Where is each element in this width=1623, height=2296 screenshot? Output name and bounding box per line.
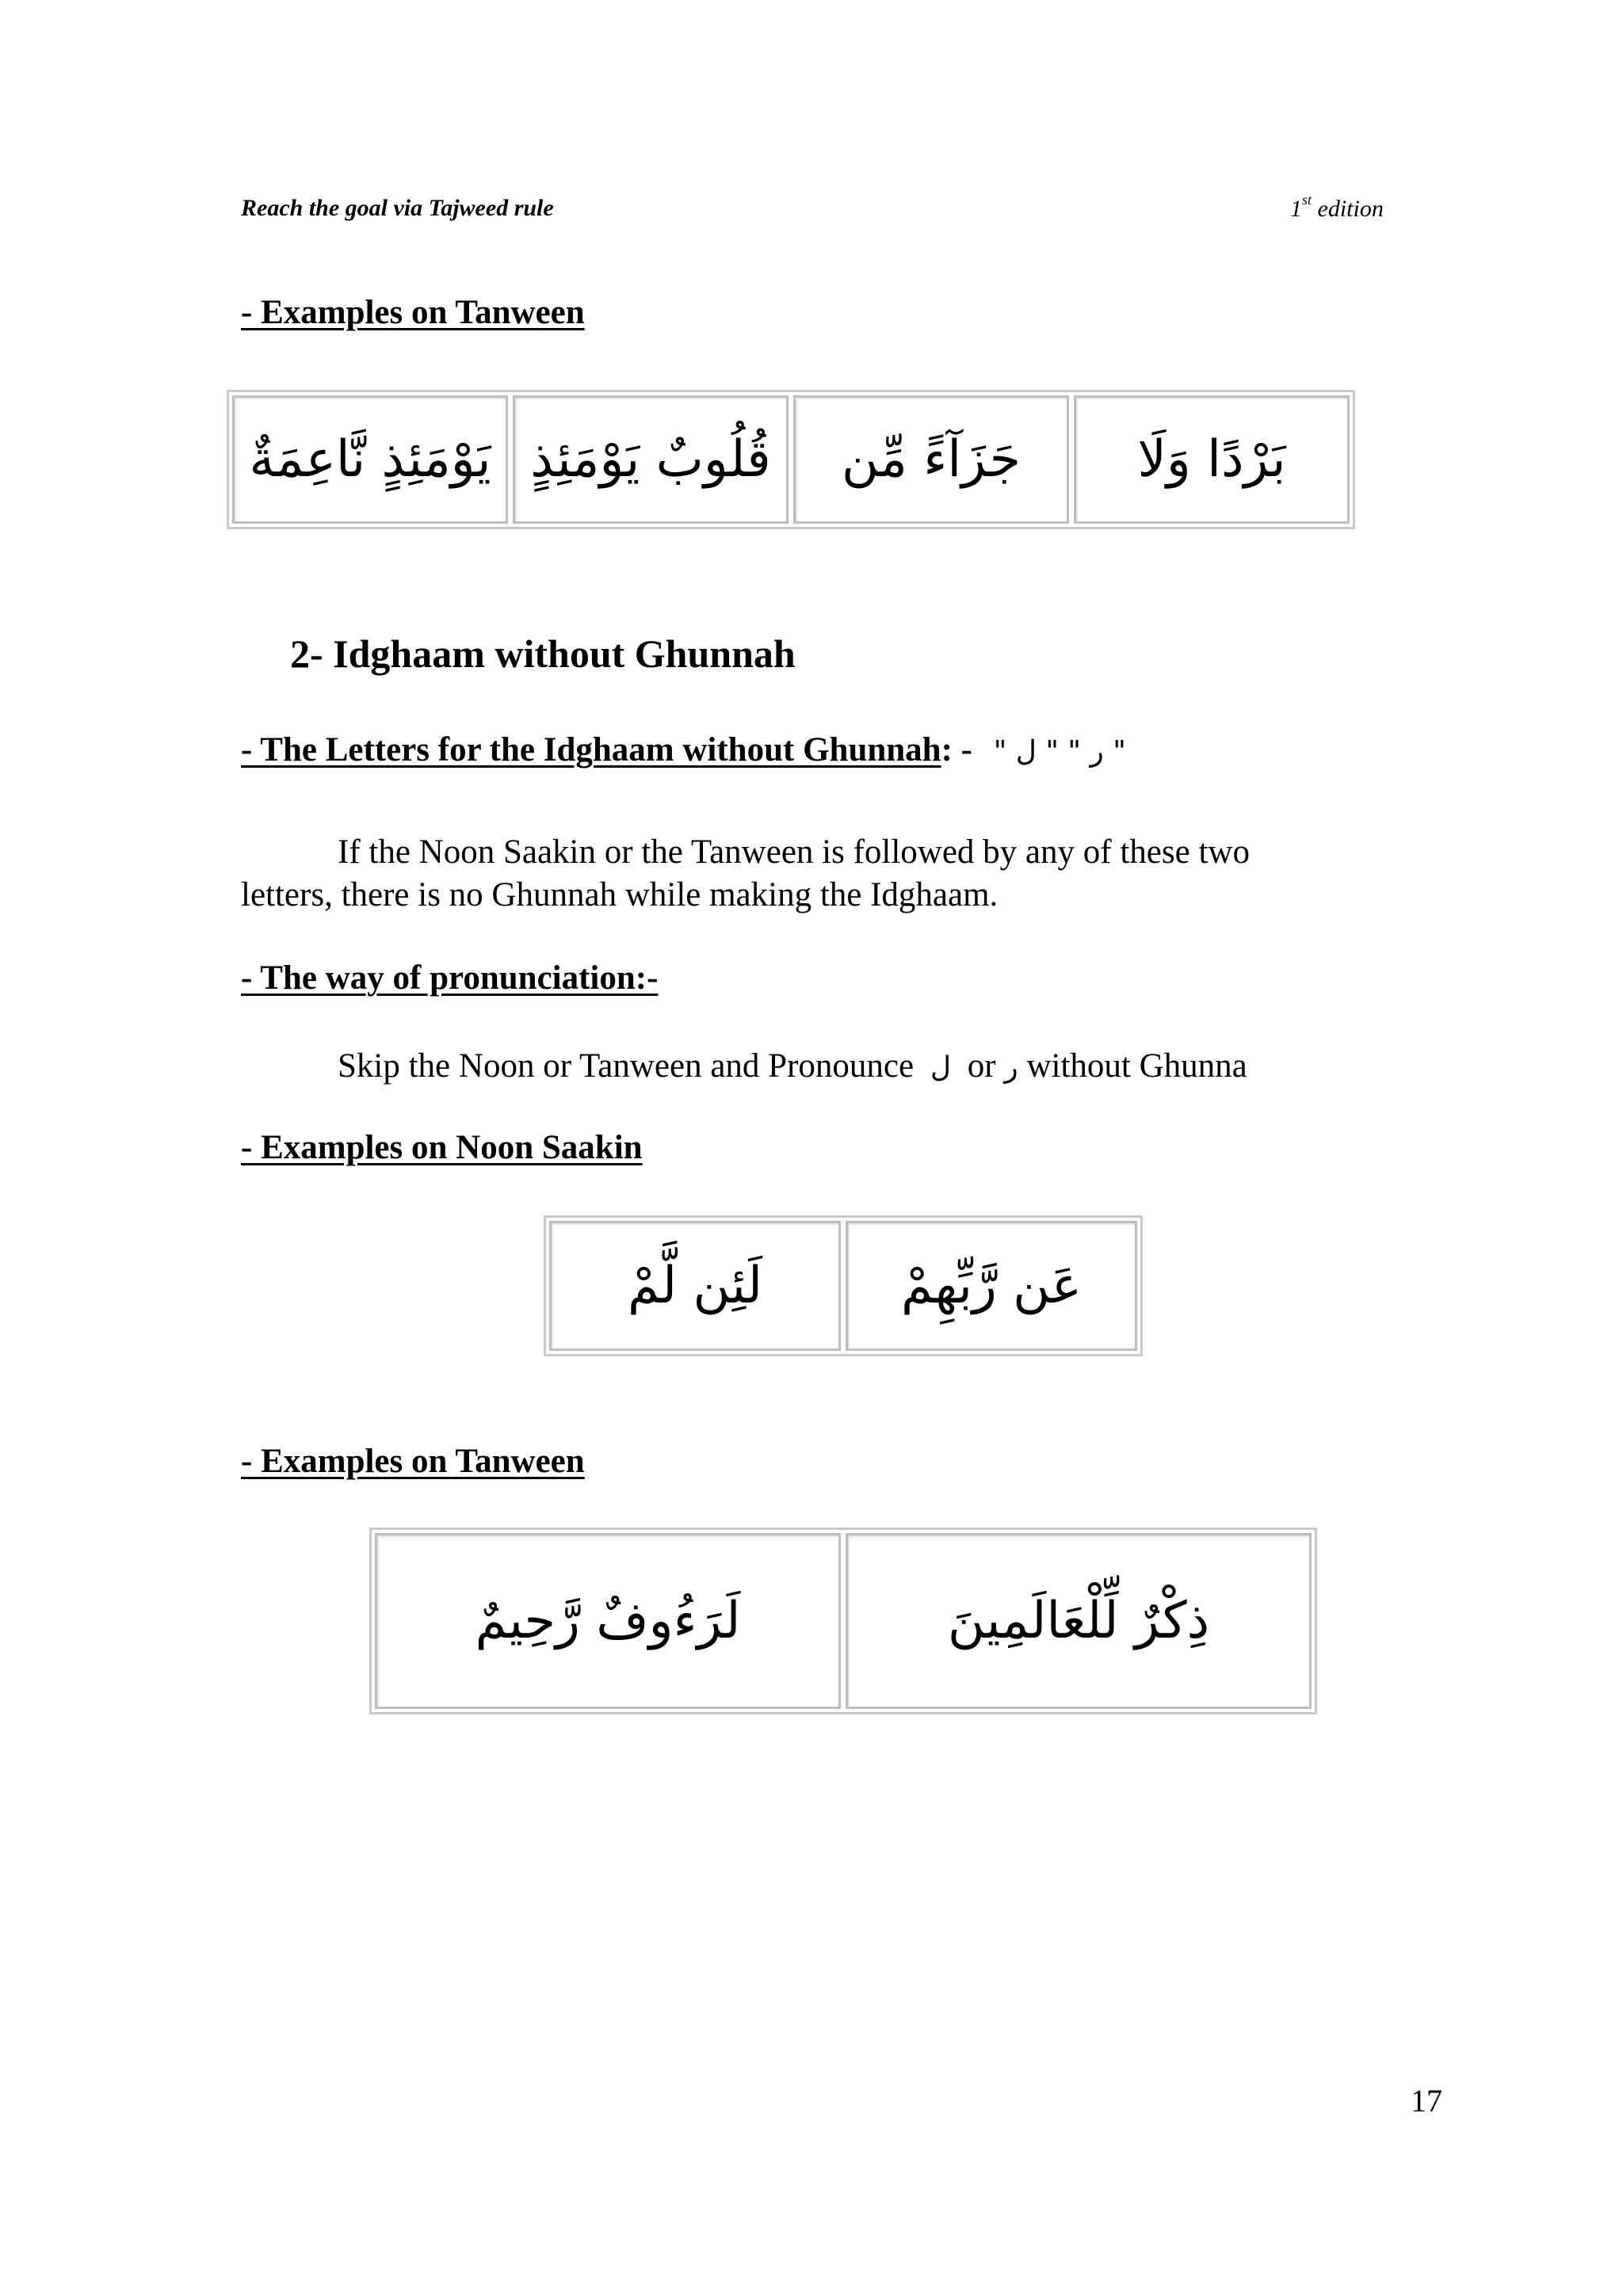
letters-arabic: " ر " " ل " — [993, 735, 1126, 768]
letter-ra: ر — [1004, 1051, 1018, 1084]
example-cell: يَوْمَئِذٍ نَّاعِمَةٌ — [232, 395, 508, 524]
tanween-examples-table-2 — [369, 1527, 1317, 1714]
running-header-title: Reach the goal via Tajweed rule — [241, 195, 554, 221]
example-cell: جَزَآءً مِّن — [793, 395, 1069, 524]
pronunciation-text — [338, 1041, 1247, 1093]
noon-saakin-examples-table — [544, 1215, 1143, 1356]
section-label-pronunciation: - The way of pronunciation:- — [241, 959, 659, 997]
example-cell: لَئِن لَّمْ — [549, 1221, 841, 1351]
letters-line — [241, 730, 1126, 769]
pronunciation-or: or — [967, 1047, 996, 1085]
section-label-tanween-2: - Examples on Tanween — [241, 1443, 585, 1480]
letters-label: - The Letters for the Idghaam without Ghunnah — [241, 731, 941, 769]
description-line-1: If the Noon Saakin or the Tanween is followed by any of these two — [338, 833, 1250, 871]
edition-word: edition — [1317, 196, 1384, 222]
edition-superscript: st — [1302, 192, 1312, 208]
pronunciation-text-a: Skip the Noon or Tanween and Pronounce — [338, 1047, 915, 1085]
pronunciation-text-b: without Ghunna — [1026, 1047, 1247, 1085]
letter-lam: ل — [930, 1051, 951, 1084]
section-label-noon-saakin: - Examples on Noon Saakin — [241, 1129, 643, 1166]
example-cell: قُلُوبٌ يَوْمَئِذٍ — [513, 395, 789, 524]
running-header-edition — [1290, 192, 1384, 223]
example-cell: ذِكْرٌ لِّلْعَالَمِينَ — [846, 1533, 1312, 1709]
letters-suffix: : - — [941, 731, 972, 769]
section-heading: 2- Idghaam without Ghunnah — [290, 631, 796, 676]
example-cell: بَرْدًا وَلَا — [1074, 395, 1350, 524]
edition-number: 1 — [1290, 196, 1302, 222]
section-label-tanween-1: - Examples on Tanween — [241, 294, 585, 331]
page-number: 17 — [1411, 2083, 1442, 2119]
example-cell: لَرَءُوفٌ رَّحِيمٌ — [375, 1533, 841, 1709]
description-line-2: letters, there is no Ghunnah while making the Idghaam. — [241, 876, 999, 913]
tanween-examples-table-1 — [227, 390, 1355, 529]
example-cell: عَن رَّبِّهِمْ — [846, 1221, 1137, 1351]
